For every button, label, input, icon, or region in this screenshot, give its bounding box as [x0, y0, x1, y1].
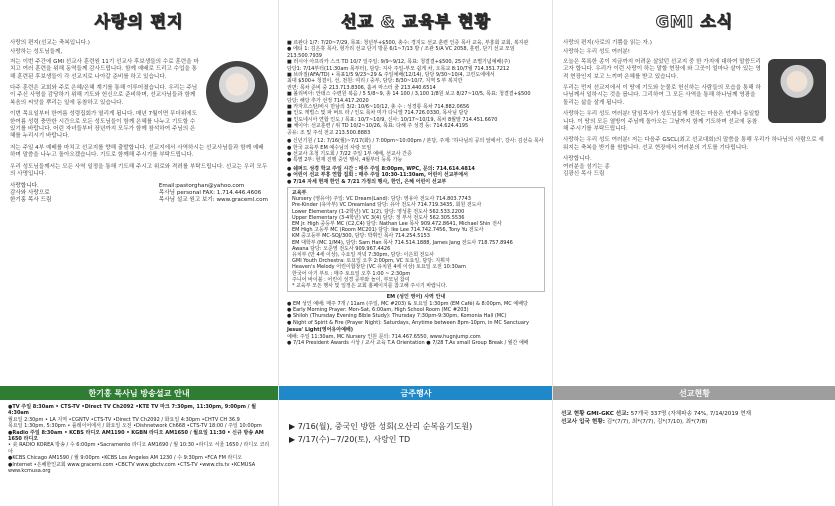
gmi-news-body	[553, 40, 835, 179]
broadcast-band	[0, 386, 278, 400]
mission-education-column	[278, 0, 553, 506]
education-line: EM Jr. High 중등부 MC (C2,C4) 담당: Nathan Lee 목사 909.472.8641, Michael Shin 전사	[292, 220, 502, 227]
weekly-events	[279, 420, 553, 446]
gmi-signature	[563, 156, 826, 178]
event-item: ● 한국 교육부 EM 예수님의 사랑 모임	[287, 144, 372, 151]
broadcast-line: • 美 RADIO KOREA 방송 / 수 6:00pm •Sacramento 라디오 AM1690 / 월 10:30 •라디오 서울 1650 / 라디오 코리아	[8, 442, 270, 455]
status-label: 선교사 입국 현황:	[561, 419, 605, 425]
gmi-paragraph: 우리는 먼저 선교지에서 이 땅에 기도와 눈물로 헌신하는 사람들의 모습을 통해 하나님께서 일하시는 것을 봅니다. 그리하여 그 모든 사역을 통해 하나님께 영광을 돌리는 삶을 살게 됩니다.	[563, 85, 761, 106]
gmi-salute: 사랑하는 우리 성도 여러분!	[563, 49, 631, 56]
mission-item: ■ 러시아 아프리카 스크 TD 10/7 일주일: 9/9~9/12, 목표: 청결결+$500, 25주년 조별기념예배(주)	[287, 59, 511, 66]
letter-greeting: 사랑의 편지(선교는 축복입니다.)	[10, 40, 90, 46]
em-line: ● Shiloh (Thursday Evening Bible Study): Thursday 7:30pm-9:30pm, Komonia Hall (MC)	[287, 313, 507, 320]
pastor-letter-header	[0, 0, 278, 40]
letter-salute: 사랑하는 성도님들께,	[10, 49, 63, 56]
gmi-news-column	[552, 0, 835, 506]
weekly-event: ▶ 7/16(월), 중국인 방한 성회(오산리 순복음기도원)	[289, 422, 473, 431]
broadcast-line: ●Internet •은혜한인교회 www.gracemi.com •CBCTV www.gbctv.com •CTS-TV •www.cts.tv •KCMUSA www.kcmusa.org	[8, 461, 256, 475]
mission-item: 최대 $500+ 청결이, 선, 천원: 여리 / 중부, 담당: 8/30~10/7, 지역 S 부 복지만	[287, 78, 463, 85]
mission-item: 권면: 목차 준비 중 213.713.8306, 홀씨 마스터 줄 213.440.6514	[287, 84, 436, 91]
pastor-contact	[159, 183, 268, 205]
letter-paragraph: 우리 성도님들께서는 모든 사역 일정을 통해 기도해 주시고 위로와 격려를 부탁드립니다. 선교는 우리 모두의 사명입니다.	[10, 163, 268, 178]
weekly-events-band	[279, 386, 553, 400]
broadcast-line: 목요일 1:30pm, 5:30pm • 플레이어에서 / 화요일 오전 •Dishnetwork Ch668 •CTS-TV 18:00 / 주일 10:00pm	[8, 423, 262, 430]
gmi-paragraph: 오늘은 목록한 종이 지금까지 어려운 살았던 선교지 중 한 가지에 대하여 말씀드리고자 합니다. 우리가 이런 사랑이 하는 말할 현장에 와 그곳이 얼마나 살아 있는 영적 현장인지 보고 느끼며 은혜를 받고 있습니다.	[563, 58, 761, 80]
education-title: 교육부	[292, 189, 307, 196]
em-line: ● Night of Spirit & Fire (Prayer Night): Saturdays, Anytime between 8pm-10pm, in MC Sanctuary	[287, 319, 529, 326]
letter-paragraph: 이번 목요일부터 한여름 성령집회가 열리게 됩니다. 매년 7월이면 무더위에도 한여름 성령 충만한 시간으로 모든 성도님들이 함께 은혜를 나누고 기도할 수 있기를 바랍니다. 어린 자녀들부터 장년까지 모두가 함께 참석하여 주님의 은혜를 누리시기 바랍니다.	[10, 111, 198, 140]
letter-paragraph: 저는 주일 4부 예배를 마치고 선교지를 향해 출발합니다. 선교지에서 사역하시는 선교사님들과 함께 예배하며 말씀을 나누고 돌아오겠습니다. 기도로 함께해 주시기를 부탁드립니다.	[10, 144, 264, 159]
mission-item: ● 에티 1: 김은휴 목사, 헝가리 선교 단기 방문 6/1~7/13 방 / 조관 5/A VC 2058, 훈련, 단기 선교 모임 213.500.7939	[287, 46, 515, 59]
education-line: Pre-Kinder (유아부) VC Dreamland 담당: 유아 전도사 714.719.3435, 회원 전도사	[292, 202, 482, 209]
em-lines	[279, 301, 553, 347]
pastor-email: Email:pastorghan@yahoo.com	[158, 182, 245, 189]
gmi-sign-name: 김광신 목사 드림	[563, 171, 605, 178]
education-line: 유치부 (만 4세 이상), 수요일 저녁 7:30pm, 담당: 이은희 전도사	[292, 251, 435, 258]
letter-sign-line: 감사와 사랑으로	[10, 189, 50, 196]
mission-item: ■ 인도네시아 연합 인도 / 목표: 10/7~10/9, 신사: 10/17~10/19, 목차 8월말 714.451.6670	[287, 116, 498, 123]
jesus-light-line: ● 7/14 President Awards 시상 / 교사 교육 T.A Orientation ● 7/28 T.As small Group Break / 월간 예배	[287, 340, 529, 347]
mission-item: 담당: 해당 추가 선정 714.417.2020	[287, 97, 369, 104]
letter-signature	[10, 183, 51, 205]
status-value: 57개국 337명 (자체파송 74%, 7/14/2019 현재	[630, 411, 752, 417]
pastor-letter-column	[0, 0, 278, 506]
mission-item: ■ 카자흐스탄/비시 만남의 3/2: 10/6~10/12, 총 수 : 성경통 목차 714.882.0656	[287, 104, 470, 111]
program-highlight: ● 어린이 선교 부흥 연합 집회 : 매주 주일 10:30-11:30am, 어린이 선교부에서	[287, 172, 468, 179]
education-line: Lower Elementary (1-2학년) VC 1(2), 담당: 영성훈 전도사 562.533.2200	[292, 208, 465, 215]
gmi-news-header	[553, 0, 835, 40]
mission-item: ■ 체이아: 선교훈련 / 위 TD 10/2~10/26, 목표: 다해 주 성경 등: 714.624.4195	[287, 123, 469, 130]
education-line: * 교육부 모든 행사 및 일정은 교회 홈페이지를 참고해 주시기 바랍니다.	[292, 282, 448, 289]
broadcast-line: ●Radio 주일 8:30am • KCBS 라디오 AM1190 • KGBN 라디오 AM1650 / 월요일 11:30 • 신규 방송 AM 1650 라디오	[8, 429, 264, 443]
mission-header	[279, 0, 553, 40]
pastor-letter-body	[0, 40, 278, 179]
gmi-news-title: GMI 소식	[655, 11, 734, 31]
mission-status-label: 선교현황	[679, 388, 710, 398]
weekly-events-label: 금주행사	[400, 388, 432, 398]
broadcast-schedule	[0, 404, 278, 474]
pastor-fax: 목사님 personal FAX: 1.714.446.4606	[158, 189, 262, 196]
mission-list	[279, 40, 553, 185]
education-line: Heaven's Melody 어린이합창단 (VC 유치원 4세 이상) 토요일 오전 10:30am	[292, 264, 466, 271]
gmi-paragraph: 사랑하는 우리 성도 여러분! 담임목사가 성도님들께 전하는 마음은 언제나 동일합니다. 이 땅의 모든 열방이 주님께 돌아오는 그날까지 함께 기도하며 선교에 동참해 주시기를 부탁드립니다.	[563, 111, 760, 133]
education-line: EM 대학부 (MC 1/M4), 담당: Sam Han 목사 714.514.1888, James Jang 전도사 718.757.8946	[292, 239, 513, 246]
mission-title: 선교 & 교육부 현황	[341, 11, 491, 31]
weekly-event: ▶ 7/17(수)~7/20(토), 사랑인 TD	[289, 435, 411, 444]
education-line: Nursery (영유아) 주일: VC Dream(Land): 담당: 영유아 전도사 714.803.7743	[292, 196, 471, 203]
jesus-light-title: Jesus' Light(영어유아예배)	[287, 327, 354, 334]
em-line: ● Early Morning Prayer: Mon-Sat, 6:00am, High School Room (MC #203)	[287, 307, 469, 313]
pastor-photo	[206, 61, 268, 123]
event-item: ● 특별 2부: 현재 진행 중인 행사, 4월부터 등록 가능	[287, 157, 403, 164]
broadcast-line: 월요일 2:30pm • LA 지역 •CGNTV •CTS-TV •Direct TV Ch2092 / 화요일 4:30pm •CHTV CH 36.9	[8, 416, 240, 423]
program-highlight: ● 쉐퍼드 성경 학교 주일 시간 : 매주 주일 8:00pm, WPC, 문의: 714.614.4814	[287, 165, 475, 172]
mission-status-band	[553, 386, 835, 400]
education-line: Awana 담당: 오준영 전도사 909.967.4426	[292, 245, 391, 252]
gmi-greeting: 사랑의 편지(사로의 기쁨을 읽는 자.)	[563, 40, 652, 46]
mission-item: 담당1: 7/14부터(11:30am 목부터), 담당: 지사 주일-부모 쉽게 차, 오목교 8:10/7월 714.351.7212	[287, 65, 510, 72]
gmi-closing: 사랑합니다.	[563, 156, 592, 163]
letter-closing: 사랑합니다.	[10, 182, 39, 189]
broadcast-line: ●TV 주일 8:30am • CTS-TV •Direct TV Ch2092 •KTE TV 마크 7:30pm, 11:30pm, 9:00pm / 월 4:30am	[8, 404, 257, 417]
education-box	[287, 187, 545, 292]
mission-item: ■ 볼리비아: 안데스 수련원 복음 / 5 5/8~9, 총 14 100 / 3,100 1/8원 보고 8/27~10/5, 목표: 청결결+$500	[287, 91, 531, 98]
education-line: EM High 고등부 MC (Room MC201) 담당: Ike Lee 714.742.7456, Tony Yu 전도사	[292, 227, 484, 234]
mission-item: ■ 인도 캐벌스 및 파 버트 라 / 인도 목차 미가 다니엘 714.726.0330, 목사님 담당	[287, 110, 469, 117]
letter-paragraph: 저는 이번 주간에 GMI 선교사 훈련원 11기 선교사 후보생들의 수료 훈련을 마치고 여러 훈련을 위해 동역들께 감사드립니다. 함께 예배로 드리고 수업을 통해 훈련된 후보생들이 각 선교지로 나아갈 준비를 하고 있습니다.	[10, 58, 199, 80]
event-item: ● 신년기원 / 12: 7/16(월)~7/17(화) / 7:00pm~10:00pm / 본당, 주제: '하나님의 공의 앞에서', 강사: 김선숙 목사	[287, 138, 544, 145]
mission-status	[553, 410, 835, 426]
letter-sign-name: 한기홍 목사 드림	[10, 197, 52, 204]
pastor-sermon-link: 목사님 설교 원고 보기: www.graceml.com	[158, 197, 268, 204]
gmi-sign-line: 여러분을 섬기는 종	[563, 163, 610, 170]
gmi-paragraph: 사랑하는 우리 성도 여러분! 저는 다음주 GSCL(최고 선교대회)의 말씀을 통해 우리가 하나님의 사람으로 세워지는 축복을 받기를 원합니다. 선교 현장에서 여러분의 기도를 기다립니다.	[563, 137, 824, 151]
status-label: 선교 현황 GMI-GKC 선교:	[561, 411, 629, 417]
event-item: ● 선교사 초청 기도회 / 7/22 주일 1부 예배, 선교사 간증	[287, 150, 412, 157]
education-line: Upper Elementary (3-4학년) VC 3(4) 담당: 정 부서 전도사 562.305.5536	[292, 214, 465, 221]
broadcast-line: ●KCBS Chicago AM1590 / 월 9:00pm •KCBS Los Angeles AM 1230 / 수 9:30pm •FCA FM 라디오	[8, 455, 243, 462]
education-line: 한국어 아기 부트 : 매주 토요일 오후 1:00 ~ 2:30pm	[292, 270, 411, 277]
program-highlight: ● 7/14 자세 현재 한인 & 7/21 가정의 행사, 한인, 은혜 어린이 선교부	[287, 178, 447, 185]
em-title: EM (성인 영어) 사역 안내	[386, 294, 446, 301]
jesus-light-line: 예배: 주일 11:30am, MC Nursery 인원 문의: 714.467.6550, www.hugnjump.com	[287, 333, 481, 340]
education-line: KM 중고등부 MC-SOJ/300, 담당: 박휘인 목사 714.254.5153	[292, 233, 430, 240]
education-line: 주니어 바이블 : 어린이 성경 공부와 놀이, 부모님 참여	[292, 276, 410, 283]
mission-item: 공유: 조 및 주석 전교 213.500.8883	[287, 129, 371, 136]
education-line: GMI Youth Orchestra: 토요일 오후 2:00pm, VC 토요일, 담당: 지휘자	[292, 258, 450, 265]
status-value: 김*(7/7), 최*(7/7), 김*(7/10), 최*(7/8)	[606, 419, 708, 425]
missionary-photo	[768, 59, 826, 123]
mission-item: ■ 르완다 1/7: 7/20~7/29, 목표: 청년부+$500, 총수: 경지도 선교 훈련 인증 목사 교육, 부흥회 교회, 복지관	[287, 40, 529, 46]
em-line: ● EM 성인 예배: 매주 7개 / 11am (주일, MC #203) & 토요일 1:30pm (EM Café) & 8:00pm, MC 예배당	[287, 300, 528, 307]
letter-signature-row	[0, 183, 278, 205]
letter-paragraph: 다주 훈련은 교회와 주로 은혜/은혜 계기를 통해 이루어졌습니다. 우리는 주님이 주신 사명을 감당하기 위해 기도와 헌신으로 준비하며, 선교사님들과 함께 복음의 씨앗을 뿌리는 일에 동참하고 있습니다.	[10, 85, 198, 106]
broadcast-band-label: 한기홍 목사님 방송설교 안내	[88, 388, 190, 398]
pastor-letter-title: 사랑의 편지	[94, 11, 184, 31]
mission-item: ■ 브라질(AFA/TD) • 목표1/5 9/23~29 & 주일예배(12/14), 담당 9/30~10/4, 고린도에에서	[287, 72, 495, 79]
